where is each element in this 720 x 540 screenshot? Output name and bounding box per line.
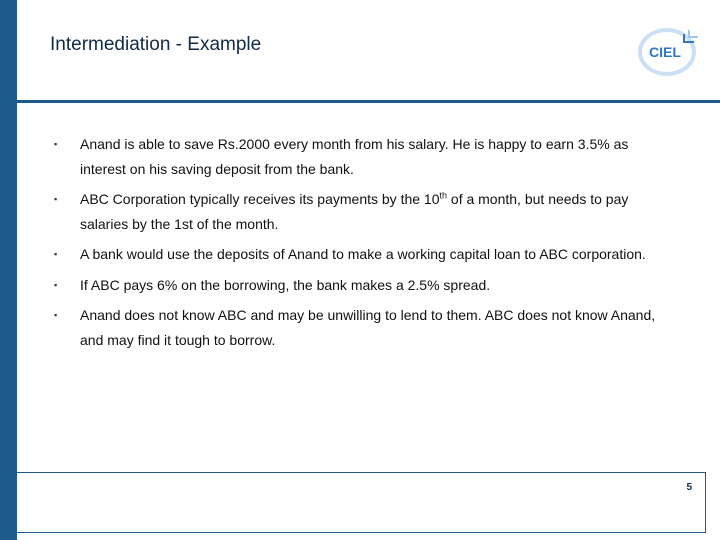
slide-title: Intermediation - Example: [50, 34, 262, 55]
bullet-marker: ▪: [54, 249, 58, 259]
bullet-item: [54, 187, 674, 236]
bullet-marker: ▪: [54, 310, 58, 320]
ciel-logo: [634, 20, 704, 80]
bullet-text: A bank would use the deposits of Anand to make a working capital loan to ABC corporation.: [80, 246, 646, 262]
page-number: 5: [686, 482, 692, 493]
bullet-item: [54, 242, 674, 267]
bullet-marker: ▪: [54, 279, 58, 290]
bullet-item: [54, 132, 674, 181]
bullet-text: If ABC pays 6% on the borrowing, the bank makes a 2.5% spread.: [80, 276, 491, 293]
bullet-text: ABC Corporation typically receives its payments by the 10: [80, 191, 440, 207]
logo-corner-mark: [689, 30, 698, 37]
header-divider: [17, 100, 720, 103]
bullet-text-continued: of a month, but needs to pay salaries by the 1st of the month.: [80, 191, 629, 232]
bullet-item: [54, 303, 674, 352]
bullet-list: [54, 132, 674, 358]
bullet-marker: ▪: [54, 139, 58, 149]
bullet-text: Anand is able to save Rs.2000 every month from his salary. He is happy to earn 3.5% as interest on his saving deposit from the bank.: [80, 136, 629, 177]
left-accent-bar: [0, 0, 17, 540]
logo-text: CIEL: [649, 44, 681, 60]
footer-frame: [17, 473, 706, 533]
bullet-text: Anand does not know ABC and may be unwilling to lend to them. ABC does not know Anand, and may find it tough to borrow.: [80, 307, 656, 348]
bullet-item: [54, 273, 674, 298]
bullet-marker: ▪: [54, 194, 58, 204]
bullet-superscript: th: [439, 190, 448, 201]
